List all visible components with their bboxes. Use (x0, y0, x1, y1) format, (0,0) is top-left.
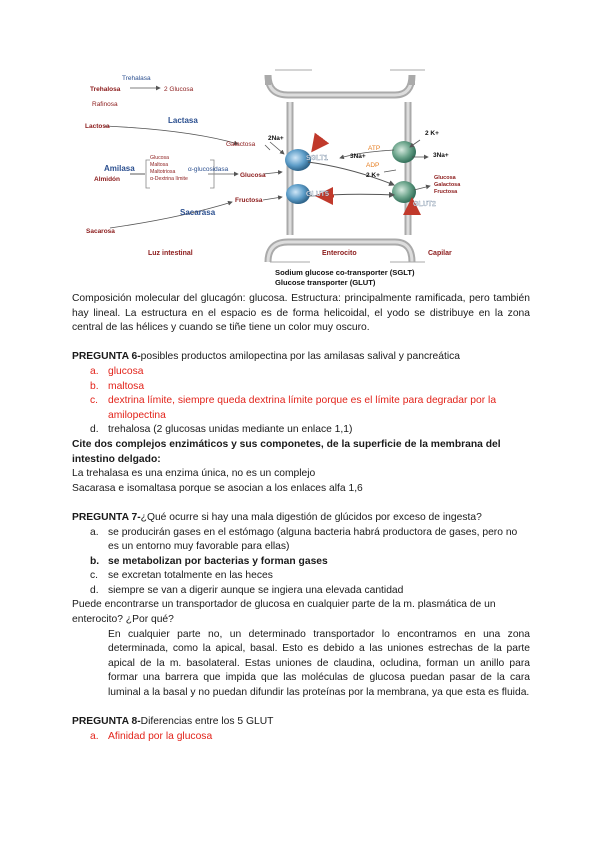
q6-subheading: Cite dos complejos enzimáticos y sus componetes, de la superficie de la membrana del intestino delgado: (72, 438, 501, 465)
label-atp: ATP (368, 145, 381, 152)
q7-answer: En cualquier parte no, un determinado transportador lo encontramos en una zona determinada, como la apical, basal. Esto es debido a las uniones estrechas de la parte apical de la m. basolateral. Estas uniones de claudina, ocludina, forman un anillo para formar una barrera que impida que las moléculas de glucosa puedan pasar de la cara luminal a la basal y no puedan difundir las proteínas por la membrana, ya que esta es fluida. (108, 628, 530, 699)
question-8-options (72, 730, 530, 745)
label-glucosa-small: Glucosa (150, 155, 170, 161)
label-capilar: Capilar (428, 250, 452, 257)
question-8 (72, 715, 530, 730)
question-8-text: Diferencias entre los 5 GLUT (140, 716, 274, 728)
figure-caption (275, 268, 415, 288)
q6-option-b: b. maltosa (90, 380, 145, 392)
label-trehalasa: Trehalasa (122, 75, 151, 82)
label-maltosa: Maltosa (150, 162, 169, 168)
document-body (72, 292, 530, 744)
label-2-glucosa: 2 Glucosa (164, 86, 194, 93)
label-glucosa: Glucosa (240, 172, 266, 179)
q6-option-a: a. glucosa (90, 365, 144, 377)
label-luz-intestinal: Luz intestinal (148, 250, 193, 257)
question-6 (72, 350, 530, 365)
label-glut2: GLUT2 (413, 201, 436, 208)
label-maltotriosa: Maltotriosa (150, 169, 176, 175)
label-alfa-glucosidasa: α-glucosidasa (188, 166, 229, 173)
question-7-label: PREGUNTA 7- (72, 511, 141, 523)
label-enterocito: Enterocito (322, 250, 357, 257)
question-6-text: posibles productos amilopectina por las amilasas salival y pancreática (140, 351, 461, 363)
glut2-protein (392, 181, 416, 203)
label-amilasa: Amilasa (104, 164, 135, 173)
q7-option-b: b. se metabolizan por bacterias y forman gases (90, 555, 328, 567)
label-2na: 2Na+ (268, 135, 284, 142)
label-2k-out: 2 K+ (425, 130, 439, 137)
na-k-atpase-protein (392, 141, 416, 163)
label-galactosa: Galactosa (226, 141, 256, 148)
question-7-options (72, 526, 530, 599)
label-trehalosa: Trehalosa (90, 86, 121, 93)
question-6-options (72, 365, 530, 438)
question-7-text: ¿Qué ocurre si hay una mala digestión de glúcidos por exceso de ingesta? (140, 511, 482, 523)
label-cap-glucosa: Glucosa (434, 175, 456, 181)
q6-option-d: d. trehalosa (2 glucosas unidas mediante un enlace 1,1) (90, 424, 353, 436)
label-3na-out: 3Na+ (433, 152, 449, 159)
label-3na-in: 3Na+ (350, 153, 366, 160)
label-adp: ADP (366, 162, 380, 169)
label-cap-fructosa: Fructosa (434, 189, 458, 195)
label-glut5: GLUT5 (306, 191, 329, 198)
q7-option-c: c. se excretan totalmente en las heces (90, 570, 273, 582)
label-almidon: Almidón (94, 176, 120, 183)
label-sacarasa: Sacarasa (180, 208, 216, 217)
question-7 (72, 511, 530, 526)
label-2k-in: 2 K+ (366, 172, 380, 179)
q6-answer-1: La trehalasa es una enzima única, no es un complejo (72, 468, 316, 480)
label-sglt1: SGLT1 (306, 155, 329, 162)
label-lactasa: Lactasa (168, 116, 198, 125)
question-6-label: PREGUNTA 6- (72, 351, 141, 363)
label-cap-galactosa: Galactosa (434, 182, 461, 188)
caption-line-2: Glucose transporter (GLUT) (275, 278, 376, 287)
digestion-diagram (0, 0, 600, 265)
q7-followup: Puede encontrarse un transportador de glucosa en cualquier parte de la m. plasmática de un enterocito? ¿Por qué? (72, 599, 496, 626)
label-rafinosa: Rafinosa (92, 101, 118, 108)
caption-line-1: Sodium glucose co-transporter (SGLT) (275, 268, 415, 277)
label-sacarosa: Sacarosa (86, 228, 115, 235)
q8-option-a: a. Afinidad por la glucosa (90, 730, 213, 742)
q6-answer-2: Sacarasa e isomaltasa porque se asocian a los enlaces alfa 1,6 (72, 482, 363, 494)
intro-paragraph: Composición molecular del glucagón: glucosa. Estructura: principalmente ramificada, pero también hay lineal. La estructura en el espacio es de forma helicoidal, el yodo se distribuye en la zona central de las hélices y cuando se tiñe tiene un color muy oscuro. (72, 293, 530, 334)
label-dextrina-limite: α-Dextrina límite (150, 176, 188, 182)
label-lactosa: Lactosa (85, 123, 110, 130)
question-8-label: PREGUNTA 8- (72, 716, 141, 728)
q6-option-c: c. dextrina límite, siempre queda dextrina límite porque es el límite para degradar por la amilopectina (90, 395, 497, 421)
q7-option-d: d. siempre se van a digerir aunque se ingiera una elevada cantidad (90, 584, 404, 596)
label-fructosa: Fructosa (235, 197, 263, 204)
q7-option-a: a. se producirán gases en el estómago (alguna bacteria habrá productora de gases, pero no es un entorno muy favorable para ellas) (90, 526, 518, 553)
